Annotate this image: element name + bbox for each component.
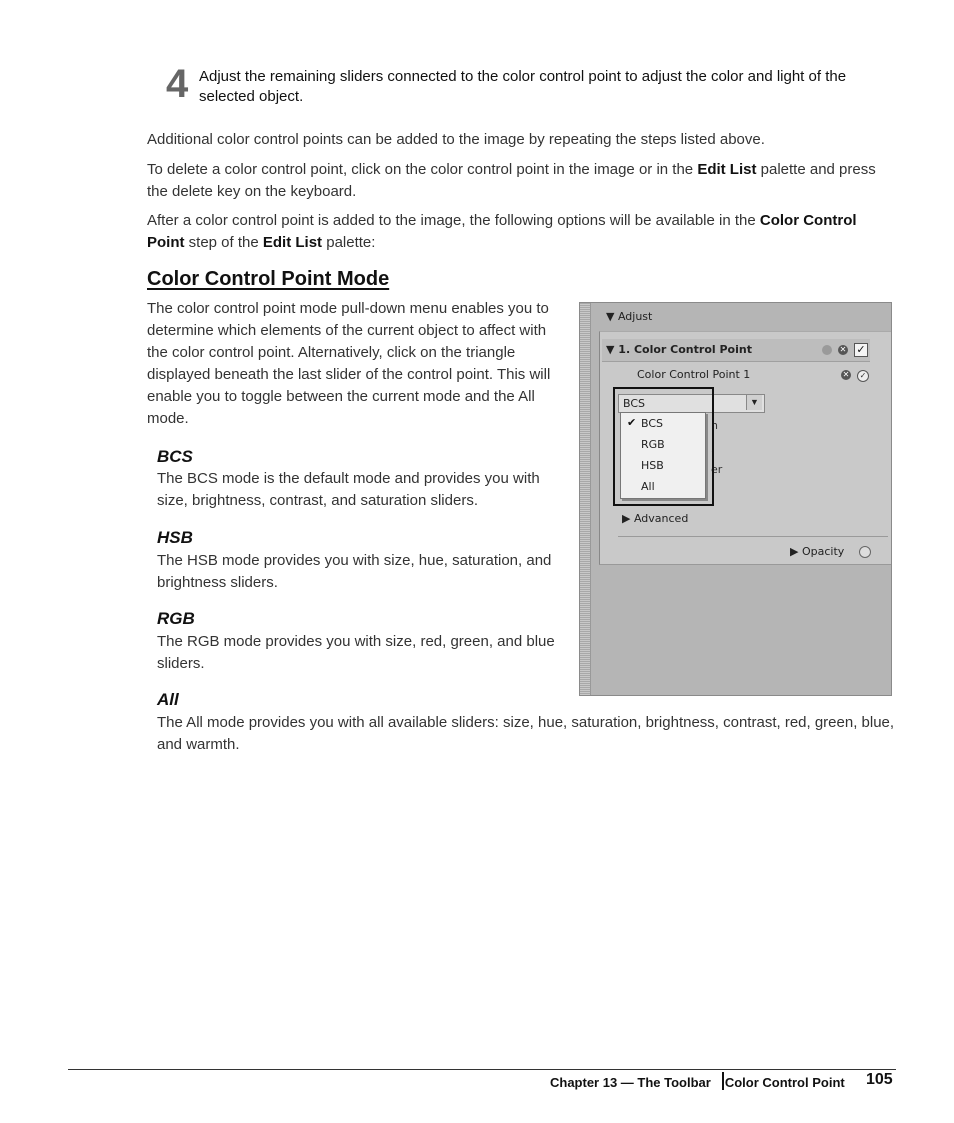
disabled-dot-icon: [822, 345, 832, 355]
section-intro: The color control point mode pull-down menu enables you to determine which elements of the current object to affect with the color control point. Alternatively, click on the triangle displayed beneath the last slider of the control point. This will enable you to toggle between the current mode and the All mode.: [147, 300, 551, 427]
mode-description-bcs: The BCS mode is the default mode and provides you with size, brightness, contrast, and saturation sliders.: [157, 470, 540, 509]
step-text: Adjust the remaining sliders connected to the color control point to adjust the color and light of the selected object.: [199, 68, 847, 105]
triangle-down-icon: ▼: [606, 343, 619, 356]
control-point-item-label: Color Control Point 1: [637, 368, 751, 381]
text-run: step of the: [184, 234, 263, 251]
delete-icon: ✕: [839, 345, 847, 354]
triangle-right-icon: ▶: [790, 545, 802, 558]
chevron-down-icon: ▼: [746, 395, 762, 410]
menu-item-bcs: BCS: [641, 417, 664, 430]
paragraph-options: [147, 210, 892, 254]
mode-description-all: The All mode provides you with all available sliders: size, hue, saturation, brightness, contrast, red, green, blue, and warmth.: [157, 714, 895, 753]
advanced-row: [622, 512, 688, 525]
text-run: To delete a color control point, click on the color control point in the image or in the: [147, 161, 698, 178]
triangle-down-icon: ▼: [606, 310, 618, 323]
advanced-label: Advanced: [633, 512, 689, 525]
obscured-slider-label: ;: [711, 441, 715, 454]
footer-running-head: [550, 1075, 845, 1090]
section-label: [606, 343, 752, 356]
delete-icon: ✕: [842, 370, 850, 379]
paragraph-delete-point: [147, 159, 892, 203]
divider: [618, 536, 888, 537]
mode-heading-hsb: HSB: [157, 528, 193, 547]
edit-list-term: Edit List: [697, 161, 757, 178]
edit-list-palette-screenshot: [579, 302, 892, 696]
footer-chapter: Chapter 13 — The Toolbar: [550, 1075, 711, 1090]
opacity-row: [790, 545, 844, 558]
menu-item-hsb: HSB: [641, 459, 664, 472]
paragraph-add-points: Additional color control points can be added to the image by repeating the steps listed above.: [147, 131, 765, 148]
mode-heading-all: All: [157, 690, 179, 709]
color-control-point-section-header: [602, 339, 870, 362]
dropdown-value: BCS: [623, 397, 646, 410]
footer-separator: [722, 1072, 724, 1090]
mode-heading-rgb: RGB: [157, 609, 195, 628]
checkmark-icon: ✔: [627, 417, 637, 429]
mode-description-rgb: The RGB mode provides you with size, red, green, and blue sliders.: [157, 633, 555, 672]
toggle-check-icon: ✓: [857, 370, 869, 382]
menu-item-rgb: RGB: [641, 438, 665, 451]
section-heading: Color Control Point Mode: [147, 268, 390, 290]
triangle-right-icon: ▶: [622, 512, 634, 525]
obscured-slider-label: n: [711, 419, 718, 432]
enable-checkbox: ✓: [854, 343, 868, 357]
mode-heading-bcs: BCS: [157, 447, 193, 466]
text-run: After a color control point is added to the image, the following options will be available in the: [147, 212, 760, 229]
highlight-frame: [613, 387, 714, 506]
text-run: palette:: [322, 234, 376, 251]
opacity-label: Opacity: [801, 545, 845, 558]
edit-list-term: Edit List: [262, 234, 323, 251]
footer-section: Color Control Point: [724, 1075, 845, 1090]
menu-item-all: All: [641, 480, 655, 493]
adjust-label: Adjust: [617, 310, 653, 323]
step-number: 4: [166, 62, 189, 106]
adjust-header: [606, 310, 652, 323]
ccp-section-label: 1. Color Control Point: [618, 343, 752, 356]
opacity-toggle-icon: [859, 546, 871, 558]
color-control-point-term: Color Control Point: [147, 212, 857, 251]
text-run: palette and press the delete key on the keyboard.: [147, 161, 876, 200]
mode-description-hsb: The HSB mode provides you with size, hue, saturation, and brightness sliders.: [157, 552, 552, 591]
palette-resize-strip: [580, 303, 591, 695]
page-number: 105: [866, 1071, 893, 1088]
obscured-slider-label: er: [711, 463, 723, 476]
footer-rule: [68, 1069, 896, 1070]
